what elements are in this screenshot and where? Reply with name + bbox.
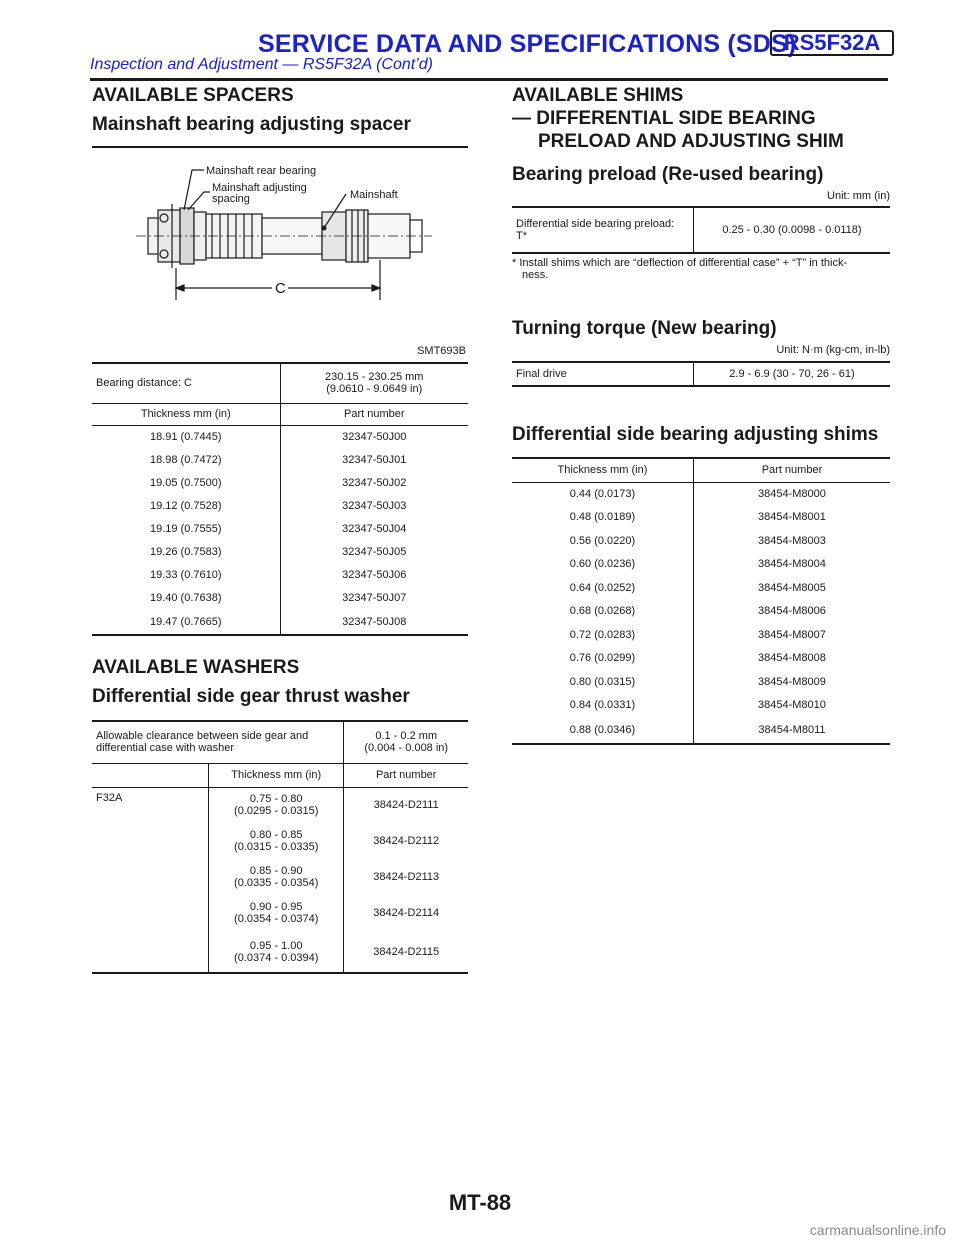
thickness-cell: 18.91 (0.7445) (92, 425, 280, 448)
col-part-header: Part number (761, 464, 823, 477)
right-column (512, 84, 890, 745)
table-row (92, 609, 468, 635)
thickness-cell: 19.05 (0.7500) (92, 471, 280, 494)
page-number: MT-88 (448, 1190, 512, 1215)
table-row (92, 859, 468, 895)
part-cell: 32347-50J05 (342, 545, 407, 558)
figure-label-rear-bearing: Mainshaft rear bearing (206, 165, 317, 177)
spacer-table (92, 362, 468, 636)
shims-heading: AVAILABLE SHIMS (512, 85, 684, 106)
table-row (92, 425, 468, 448)
part-cell: 32347-50J06 (342, 568, 407, 581)
thickness-cell: 19.40 (0.7638) (92, 586, 280, 609)
thickness-cell: 0.48 (0.0189) (512, 506, 693, 530)
clearance-value-mm: 0.1 - 0.2 mm (375, 730, 438, 743)
clearance-value-in: (0.004 - 0.008 in) (364, 742, 449, 755)
part-cell: 38424-D2111 (373, 799, 439, 812)
mainshaft-diagram (92, 148, 468, 362)
table-row (92, 517, 468, 540)
part-cell: 32347-50J08 (342, 615, 407, 628)
preload-subheading: Bearing preload (Re-used bearing) (512, 164, 824, 185)
shims-heading-2: — DIFFERENTIAL SIDE BEARING (512, 108, 816, 129)
bearing-distance-value (280, 363, 468, 403)
table-row (92, 787, 468, 823)
col-part-header: Part number (375, 769, 437, 781)
part-cell: 32347-50J02 (342, 476, 407, 489)
part-cell: 38454-M8008 (758, 652, 826, 665)
part-cell: 32347-50J01 (342, 453, 407, 466)
spacer-figure (92, 146, 468, 362)
preload-note-line-1: * Install shims which are “deflection of differential case” + “T” in thick- (512, 257, 848, 269)
washer-table (92, 720, 468, 974)
torque-subheading: Turning torque (New bearing) (512, 318, 777, 339)
table-row (512, 482, 890, 506)
washers-heading: AVAILABLE WASHERS (92, 657, 300, 678)
thickness-cell: 19.33 (0.7610) (92, 563, 280, 586)
preload-unit: Unit: mm (in) (827, 190, 890, 202)
torque-label: Final drive (512, 362, 693, 386)
shims-heading-3: PRELOAD AND ADJUSTING SHIM (538, 131, 844, 152)
spacers-heading: AVAILABLE SPACERS (92, 85, 294, 106)
table-row (92, 931, 468, 973)
part-cell: 38454-M8006 (758, 605, 826, 618)
part-cell: 38454-M8011 (758, 724, 826, 736)
thickness-cell: 19.47 (0.7665) (92, 609, 280, 635)
thickness-cell: 19.26 (0.7583) (92, 540, 280, 563)
thickness-cell: 0.85 - 0.90 (0.0335 - 0.0354) (209, 859, 344, 895)
part-cell: 32347-50J07 (342, 591, 407, 604)
preload-value: 0.25 - 0.30 (0.0098 - 0.0118) (722, 224, 862, 236)
figure-code: SMT693B (417, 345, 466, 357)
col-thickness-header: Thickness mm (in) (92, 403, 280, 425)
part-cell: 38454-M8000 (758, 488, 826, 500)
part-cell: 32347-50J00 (342, 430, 407, 443)
part-cell: 38454-M8004 (758, 558, 826, 571)
model-badge: RS5F32A (770, 30, 894, 56)
col-thickness-header: Thickness mm (in) (209, 763, 344, 787)
clearance-label-line-2: differential case with washer (96, 742, 234, 755)
table-row (92, 540, 468, 563)
table-row (512, 600, 890, 624)
thickness-cell: 0.44 (0.0173) (512, 482, 693, 506)
part-cell: 38424-D2114 (373, 907, 440, 919)
thickness-cell: 0.60 (0.0236) (512, 553, 693, 577)
figure-label-c: C (275, 280, 286, 297)
torque-value: 2.9 - 6.9 (30 - 70, 26 - 61) (729, 368, 855, 380)
bearing-distance-in: (9.0610 - 9.0649 in) (326, 383, 423, 396)
part-cell: 38454-M8009 (758, 675, 826, 688)
table-row (512, 694, 890, 718)
preload-note (512, 257, 890, 281)
preload-label-line-1: Differential side bearing preload: (516, 218, 675, 230)
part-cell: 38454-M8007 (758, 628, 826, 641)
part-cell: 38424-D2115 (373, 945, 440, 958)
thickness-cell: 0.64 (0.0252) (512, 576, 693, 600)
header-divider (90, 78, 888, 81)
thickness-cell: 19.19 (0.7555) (92, 517, 280, 540)
part-cell: 38454-M8005 (758, 581, 826, 594)
thickness-cell: 0.68 (0.0268) (512, 600, 693, 624)
preload-table (512, 206, 890, 254)
thickness-cell: 0.88 (0.0346) (512, 717, 693, 744)
table-row (92, 823, 468, 859)
page-header-subtitle: Inspection and Adjustment — RS5F32A (Cont’d) (90, 56, 433, 73)
table-row (512, 576, 890, 600)
washers-subheading: Differential side gear thrust washer (92, 686, 410, 707)
table-row (92, 895, 468, 931)
table-row (92, 471, 468, 494)
watermark: carmanualsonline.info (809, 1222, 946, 1238)
clearance-value (344, 721, 468, 763)
preload-note-line-2: ness. (522, 269, 549, 281)
part-cell: 38454-M8010 (758, 699, 826, 712)
figure-label-mainshaft: Mainshaft (350, 189, 398, 201)
bearing-distance-mm: 230.15 - 230.25 mm (325, 371, 424, 384)
col-part-header: Part number (343, 408, 405, 420)
table-row (92, 563, 468, 586)
clearance-label-line-1: Allowable clearance between side gear and (96, 730, 309, 743)
part-cell: 32347-50J04 (342, 522, 407, 535)
mainshaft-pointer (322, 226, 327, 231)
thickness-cell: 0.75 - 0.80 (0.0295 - 0.0315) (209, 787, 344, 823)
table-row (512, 623, 890, 647)
table-row (512, 529, 890, 553)
part-cell: 38454-M8003 (758, 534, 826, 547)
adjusting-subheading: Differential side bearing adjusting shims (512, 424, 879, 445)
preload-label-line-2: T* (516, 230, 527, 242)
left-column (92, 84, 468, 974)
table-row (512, 553, 890, 577)
adjusting-shims-table (512, 457, 890, 745)
figure-label-spacing: Mainshaft adjusting (212, 182, 307, 194)
part-cell: 38424-D2112 (373, 835, 440, 847)
table-row (92, 494, 468, 517)
thickness-cell: 0.80 (0.0315) (512, 670, 693, 694)
thickness-cell: 0.80 - 0.85 (0.0315 - 0.0335) (209, 823, 344, 859)
thickness-cell: 0.95 - 1.00 (0.0374 - 0.0394) (209, 931, 344, 973)
thickness-cell: 0.56 (0.0220) (512, 529, 693, 553)
thickness-cell: 0.84 (0.0331) (512, 694, 693, 718)
thickness-cell: 19.12 (0.7528) (92, 494, 280, 517)
preload-label (512, 207, 693, 253)
clearance-label (92, 721, 344, 763)
part-cell: 38424-D2113 (373, 871, 440, 883)
thickness-cell: 0.72 (0.0283) (512, 623, 693, 647)
model-cell: F32A (96, 791, 123, 804)
table-row (92, 448, 468, 471)
page-header-title: SERVICE DATA AND SPECIFICATIONS (SDS) (258, 30, 797, 58)
spacers-subheading: Mainshaft bearing adjusting spacer (92, 114, 411, 135)
thickness-cell: 0.90 - 0.95 (0.0354 - 0.0374) (209, 895, 344, 931)
table-row (512, 717, 890, 744)
col-thickness-header: Thickness mm (in) (512, 458, 693, 482)
torque-unit: Unit: N·m (kg-cm, in-lb) (776, 344, 890, 356)
table-row (92, 586, 468, 609)
table-row (512, 647, 890, 671)
thickness-cell: 0.76 (0.0299) (512, 647, 693, 671)
figure-label-spacing-2: spacing (212, 193, 250, 205)
thickness-cell: 18.98 (0.7472) (92, 448, 280, 471)
table-row (512, 670, 890, 694)
part-cell: 32347-50J03 (342, 499, 407, 512)
torque-table (512, 361, 890, 387)
bearing-distance-label: Bearing distance: C (92, 363, 280, 403)
part-cell: 38454-M8001 (758, 511, 826, 524)
table-row (512, 506, 890, 530)
